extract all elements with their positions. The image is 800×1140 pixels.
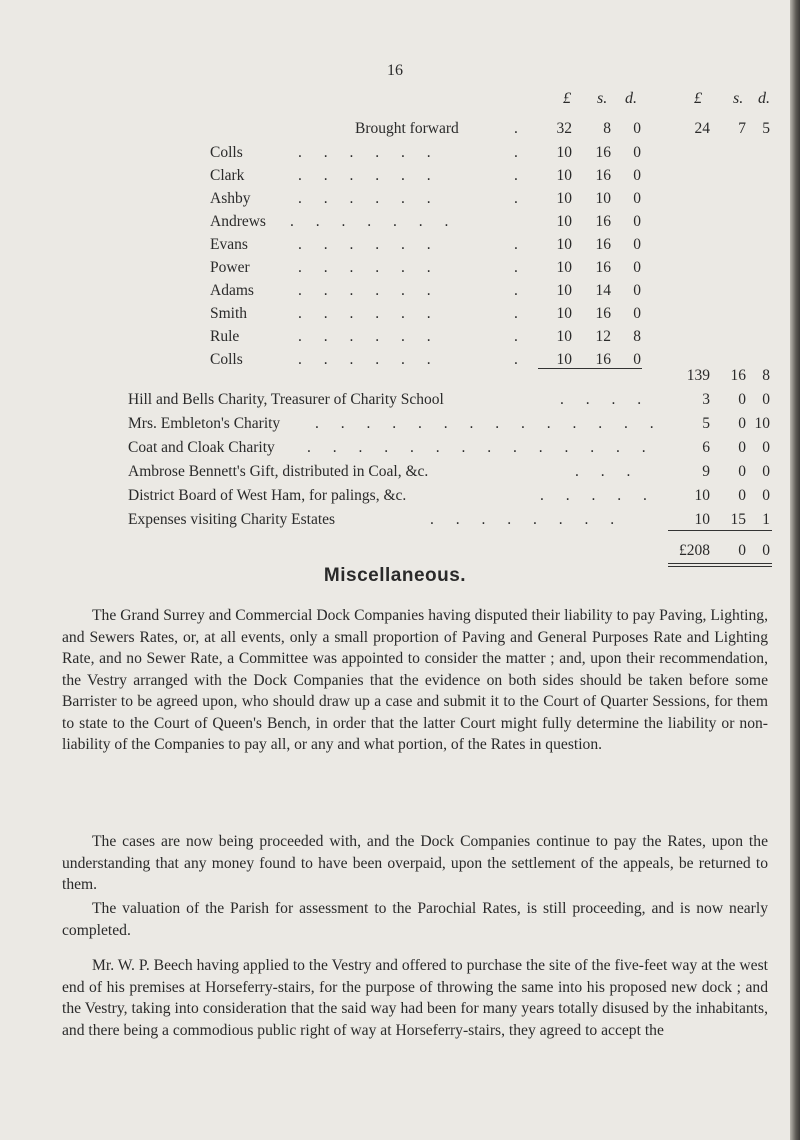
amount-pounds: 6	[702, 439, 710, 456]
amount-pence: 5	[762, 120, 770, 137]
amount-shillings: 0	[738, 439, 746, 456]
total-double-rule-top	[668, 563, 772, 564]
brought-forward-label: Brought forward	[355, 120, 459, 137]
amount-pence: 0	[633, 167, 641, 184]
col1-shillings-header: s.	[597, 90, 608, 107]
entry-name: Clark	[210, 167, 245, 184]
amount-shillings: 12	[595, 328, 611, 345]
leader-dots: . . . .	[560, 391, 651, 408]
leader-dots: . . . . . . .	[290, 213, 458, 230]
amount-pounds: 10	[694, 511, 710, 528]
amount-pence: 0	[762, 391, 770, 408]
amount-shillings: 16	[595, 305, 611, 322]
total-pence: 0	[762, 542, 770, 559]
amount-pence: 0	[633, 213, 641, 230]
entry-name: Evans	[210, 236, 248, 253]
entry-name: Smith	[210, 305, 248, 322]
leader-dots: . . . . . . . . . . . . . .	[315, 415, 663, 432]
amount-pence: 10	[754, 415, 770, 432]
amount-shillings: 8	[603, 120, 611, 137]
paragraph	[62, 605, 768, 756]
charity-label: District Board of West Ham, for palings, &c.	[128, 487, 407, 504]
leader-dots: . . . . . .	[298, 351, 440, 368]
paragraph-text: The Grand Surrey and Commercial Dock Companies having disputed their liability to pay Paving, Lighting, and Sewers Rates, or, at all events, only a small proportion of Paving and General Purposes Rate and Lighting Rate, and no Sewer Rate, a Committee was appointed to consider the matter ; and, upon their recommendation, the Vestry arranged with the Dock Companies that the evidence on both sides should be taken before some Barrister to be agreed upon, who should draw up a case and submit it to the Court of Quarter Sessions, for them to state to the Court of Queen's Bench, in order that the latter Court might fully determine the liability or non-liability of the Companies to pay all, or any and what portion, of the Rates in question.	[62, 607, 768, 753]
amount-pence: 0	[633, 120, 641, 137]
entry-name: Ashby	[210, 190, 251, 207]
amount-pounds: 10	[556, 282, 572, 299]
paragraph	[62, 898, 768, 941]
page-edge-shadow	[790, 0, 800, 1140]
amount-pounds: 10	[556, 167, 572, 184]
amount-pounds: 24	[694, 120, 710, 137]
col2-pounds-header: £	[694, 90, 702, 107]
entry-name: Rule	[210, 328, 240, 345]
charity-label: Coat and Cloak Charity	[128, 439, 275, 456]
charity-label: Ambrose Bennett's Gift, distributed in Coal, &c.	[128, 463, 429, 480]
amount-pounds: 139	[686, 367, 710, 384]
amount-pounds: 3	[702, 391, 710, 408]
leader-dot: .	[514, 120, 518, 137]
entry-name: Andrews	[210, 213, 266, 230]
leader-dots: . . . . . . . .	[430, 511, 624, 528]
leader-dots: . . . . .	[540, 487, 656, 504]
leader-dots: . . . . . .	[298, 144, 440, 161]
amount-pence: 0	[633, 282, 641, 299]
amount-pence: 0	[633, 236, 641, 253]
leader-dot: .	[514, 351, 527, 368]
col1-pence-header: d.	[625, 90, 637, 107]
entry-name: Colls	[210, 144, 243, 161]
amount-pounds: 10	[556, 351, 572, 368]
amount-shillings: 0	[738, 391, 746, 408]
total-rule	[668, 530, 772, 531]
paragraph-text: The cases are now being proceeded with, and the Dock Companies continue to pay the Rates, upon the understanding that any money found to have been overpaid, upon the settlement of the appeals, be returned to them.	[62, 833, 768, 893]
amount-pounds: 10	[556, 144, 572, 161]
amount-pounds: 5	[702, 415, 710, 432]
amount-pounds: 10	[694, 487, 710, 504]
entry-name: Colls	[210, 351, 243, 368]
amount-shillings: 16	[595, 144, 611, 161]
amount-pounds: 10	[556, 305, 572, 322]
amount-shillings: 0	[738, 415, 746, 432]
leader-dots: . . .	[575, 463, 640, 480]
leader-dots: . . . . . .	[298, 167, 440, 184]
amount-shillings: 16	[595, 236, 611, 253]
amount-pence: 8	[762, 367, 770, 384]
subtotal-rule	[538, 368, 642, 369]
entry-name: Adams	[210, 282, 254, 299]
amount-shillings: 0	[738, 463, 746, 480]
amount-pence: 8	[633, 328, 641, 345]
amount-pence: 0	[762, 463, 770, 480]
amount-pence: 0	[633, 190, 641, 207]
paragraph	[62, 831, 768, 896]
amount-shillings: 7	[738, 120, 746, 137]
amount-pounds: 10	[556, 190, 572, 207]
leader-dot: .	[514, 259, 527, 276]
amount-pence: 0	[633, 144, 641, 161]
total-pounds: £208	[679, 542, 710, 559]
col1-pounds-header: £	[563, 90, 571, 107]
leader-dots: . . . . . . . . . . . . . .	[307, 439, 655, 456]
amount-shillings: 0	[738, 487, 746, 504]
page-number: 16	[387, 62, 403, 79]
leader-dot: .	[514, 305, 527, 322]
amount-pounds: 10	[556, 213, 572, 230]
leader-dot: .	[514, 144, 527, 161]
amount-pence: 0	[633, 259, 641, 276]
total-shillings: 0	[738, 542, 746, 559]
col2-shillings-header: s.	[733, 90, 744, 107]
leader-dot: .	[514, 190, 527, 207]
section-heading: Miscellaneous.	[323, 565, 467, 586]
amount-pence: 0	[633, 305, 641, 322]
charity-label: Hill and Bells Charity, Treasurer of Charity School	[128, 391, 444, 408]
amount-pounds: 10	[556, 328, 572, 345]
charity-label: Expenses visiting Charity Estates	[128, 511, 336, 528]
amount-pence: 0	[633, 351, 641, 368]
amount-shillings: 15	[730, 511, 746, 528]
col2-pence-header: d.	[758, 90, 770, 107]
paragraph	[62, 955, 768, 1041]
amount-pence: 0	[762, 439, 770, 456]
charity-label: Mrs. Embleton's Charity	[128, 415, 281, 432]
leader-dots: . . . . . .	[298, 236, 440, 253]
amount-shillings: 16	[595, 259, 611, 276]
leader-dots: . . . . . .	[298, 190, 440, 207]
amount-pounds: 9	[702, 463, 710, 480]
leader-dot: .	[514, 328, 527, 345]
amount-shillings: 16	[595, 213, 611, 230]
leader-dots: . . . . . .	[298, 259, 440, 276]
amount-shillings: 10	[595, 190, 611, 207]
leader-dot: .	[514, 282, 527, 299]
leader-dots: . . . . . .	[298, 305, 440, 322]
amount-pence: 1	[762, 511, 770, 528]
leader-dot: .	[514, 167, 527, 184]
amount-pounds: 32	[556, 120, 572, 137]
amount-shillings: 16	[730, 367, 746, 384]
leader-dot: .	[514, 236, 527, 253]
amount-pounds: 10	[556, 236, 572, 253]
paragraph-text: Mr. W. P. Beech having applied to the Vestry and offered to purchase the site of the five-feet way at the west end of his premises at Horseferry-stairs, for the purpose of throwing the same into his proposed new dock ; and the Vestry, taking into consideration that the said way had been for many years totally disused by the inhabitants, and there being a commodious public right of way at Horseferry-stairs, they agreed to accept the	[62, 957, 768, 1039]
amount-pounds: 10	[556, 259, 572, 276]
amount-shillings: 14	[595, 282, 611, 299]
entry-name: Power	[210, 259, 250, 276]
leader-dots: . . . . . .	[298, 328, 440, 345]
leader-dots: . . . . . .	[298, 282, 440, 299]
paragraph-text: The valuation of the Parish for assessment to the Parochial Rates, is still proceeding, and is now nearly completed.	[62, 900, 768, 939]
amount-shillings: 16	[595, 351, 611, 368]
amount-pence: 0	[762, 487, 770, 504]
amount-shillings: 16	[595, 167, 611, 184]
